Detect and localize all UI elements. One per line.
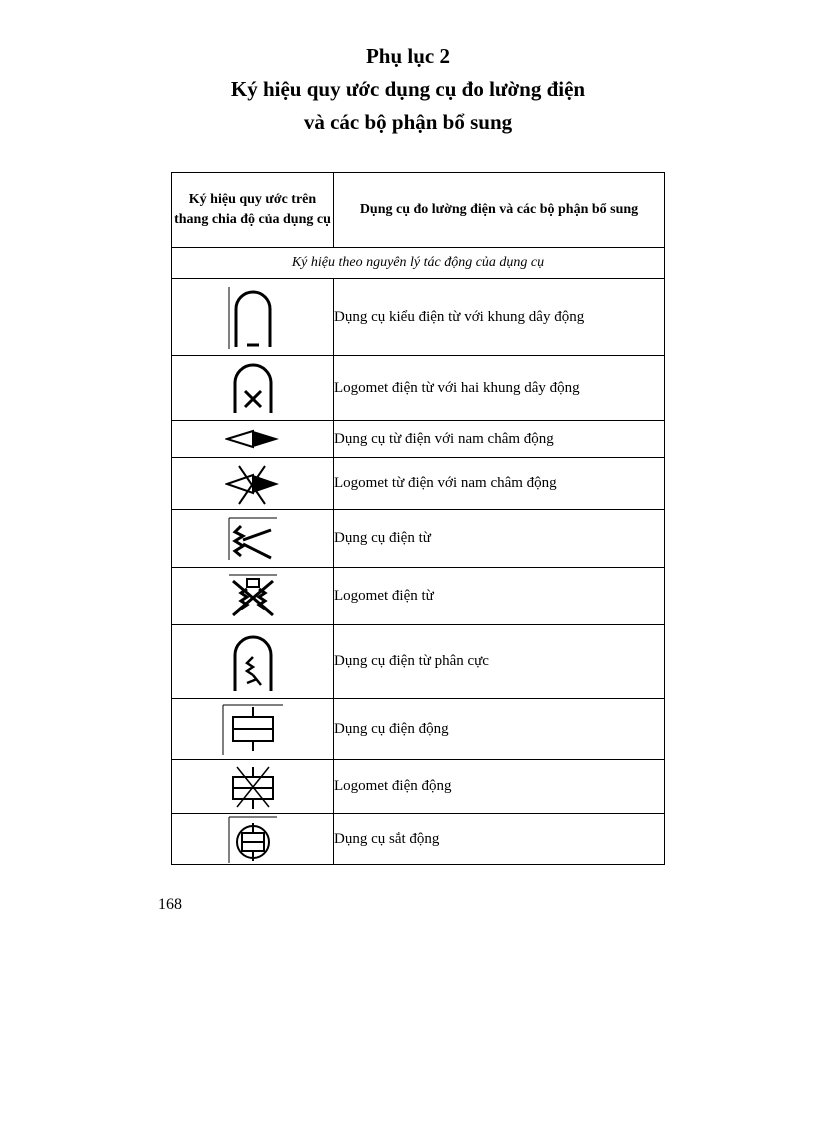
moving-magnet-ratiometer-icon: [225, 462, 281, 506]
table-row: [172, 458, 665, 510]
row-description: Logomet điện từ: [334, 568, 665, 625]
row-description: Logomet từ điện với nam châm động: [334, 458, 665, 510]
col1-header: Ký hiệu quy ước trên thang chia độ của dụng cụ: [172, 173, 334, 248]
table-row: [172, 279, 665, 356]
electrodynamic-ratiometer-icon: [221, 763, 285, 811]
table-row: [172, 760, 665, 814]
appendix-title: Phụ lục 2: [365, 44, 451, 68]
moving-iron-icon: [227, 516, 279, 562]
row-description: Logomet điện động: [334, 760, 665, 814]
appendix-subtitle-line1: Ký hiệu quy ước dụng cụ đo lường điện: [230, 77, 586, 101]
table-row: [172, 625, 665, 699]
moving-coil-icon: [227, 285, 279, 349]
page-number: 168: [158, 896, 182, 913]
row-description: Dụng cụ điện từ: [334, 510, 665, 568]
row-description: Dụng cụ điện từ phân cực: [334, 625, 665, 699]
table-row: [172, 510, 665, 568]
moving-iron-ratiometer-icon: [227, 573, 279, 619]
moving-magnet-icon: [225, 428, 281, 450]
row-description: Logomet điện từ với hai khung dây động: [334, 356, 665, 421]
col2-header: Dụng cụ đo lường điện và các bộ phận bổ sung: [334, 173, 665, 248]
table-row: [172, 568, 665, 625]
ratiometer-two-coils-icon: [227, 361, 279, 415]
section-heading: Ký hiệu theo nguyên lý tác động của dụng cụ: [172, 248, 665, 279]
row-description: Dụng cụ điện động: [334, 699, 665, 760]
polarized-moving-iron-icon: [227, 631, 279, 693]
table-row: [172, 421, 665, 458]
table-row: [172, 814, 665, 865]
section-row: [172, 248, 665, 279]
row-description: Dụng cụ sắt động: [334, 814, 665, 865]
row-description: Dụng cụ kiểu điện từ với khung dây động: [334, 279, 665, 356]
table-row: [172, 356, 665, 421]
electrodynamic-icon: [221, 703, 285, 755]
ferrodynamic-icon: [227, 815, 279, 863]
table-header-row: [172, 173, 665, 248]
row-description: Dụng cụ từ điện với nam châm động: [334, 421, 665, 458]
appendix-subtitle-line2: và các bộ phận bổ sung: [303, 110, 513, 134]
symbols-table: [171, 172, 665, 865]
table-row: [172, 699, 665, 760]
